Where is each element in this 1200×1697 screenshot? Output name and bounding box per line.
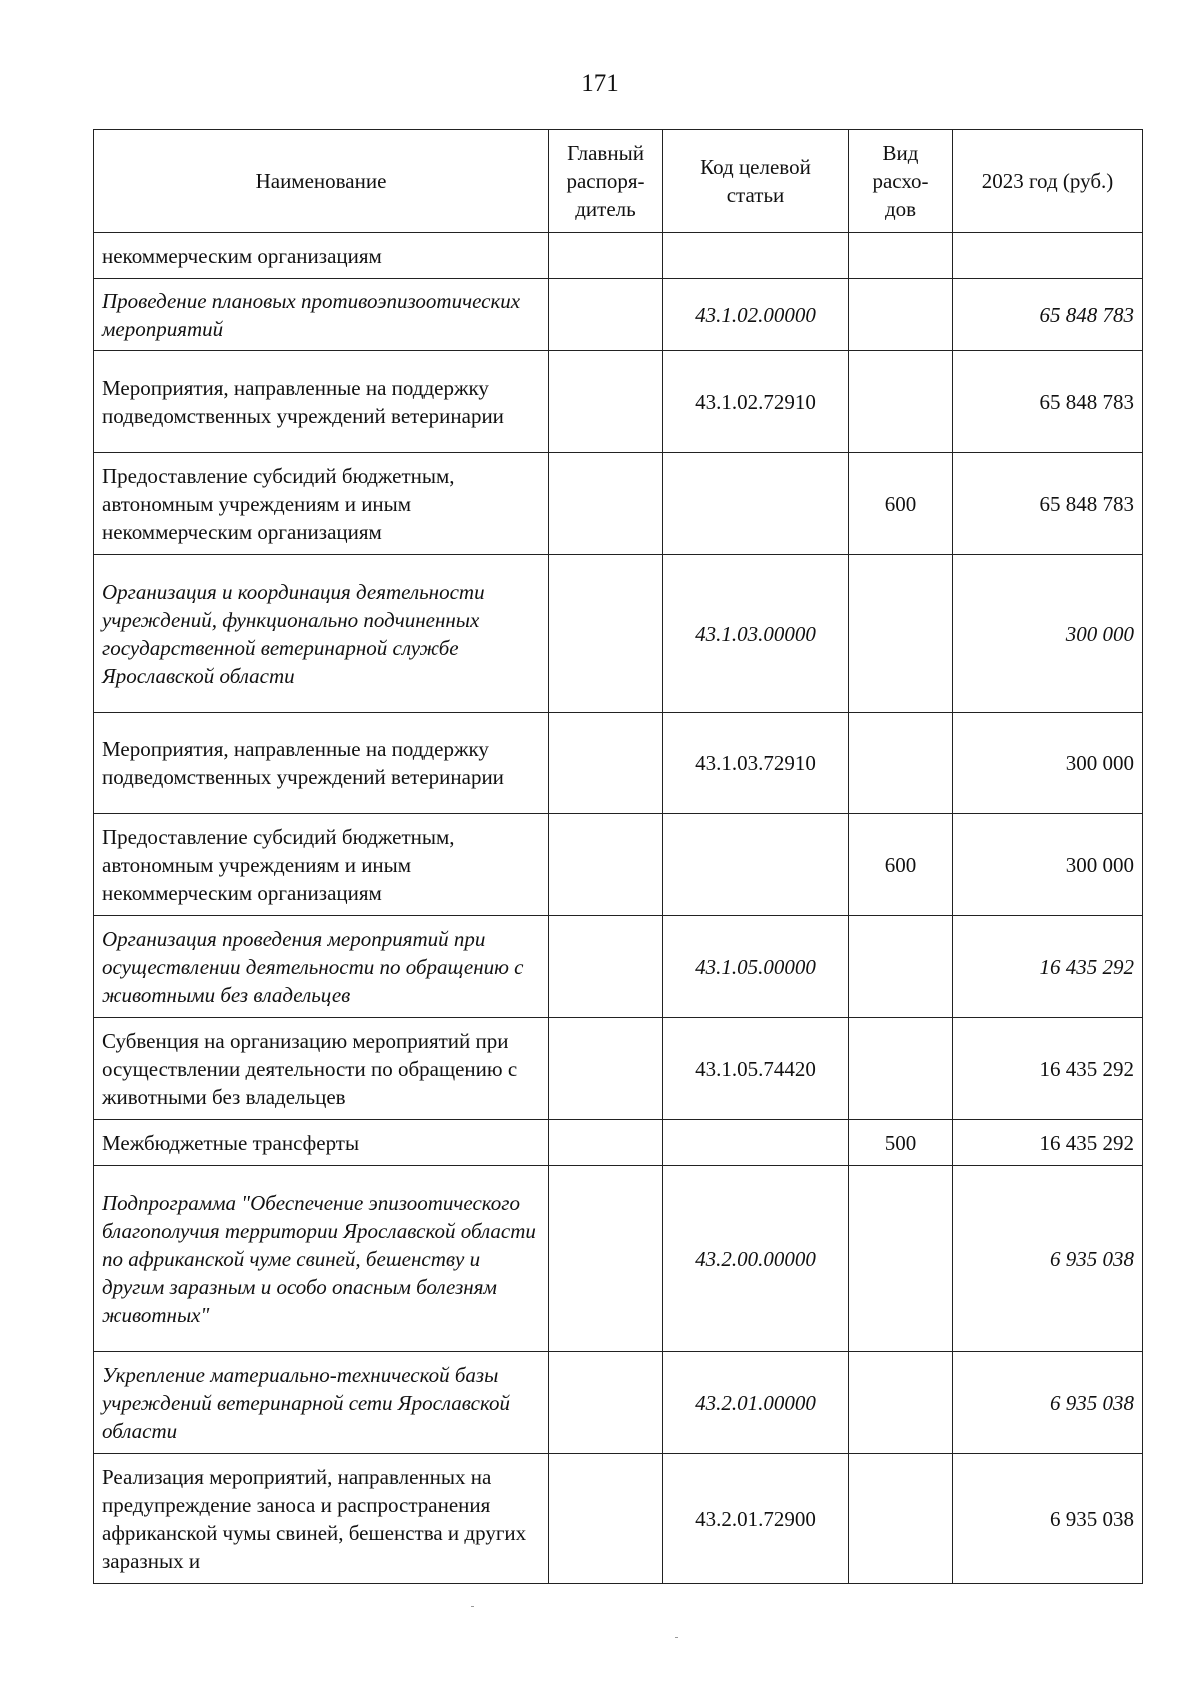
cell-main-manager <box>549 279 663 351</box>
cell-name: Межбюджетные трансферты <box>94 1120 549 1166</box>
page-number: 171 <box>581 70 619 97</box>
cell-target-code: 43.1.05.74420 <box>663 1018 849 1120</box>
cell-name: Подпрограмма "Обеспечение эпизоотического благополучия территории Ярославской области по африканской чуме свиней, бешенству и другим заразным и особо опасным болезням животных" <box>94 1166 549 1352</box>
cell-name: Мероприятия, направленные на поддержку подведомственных учреждений ветеринарии <box>94 713 549 814</box>
cell-main-manager <box>549 1352 663 1454</box>
cell-expense-type <box>849 555 953 713</box>
table-row <box>94 453 1143 555</box>
cell-expense-type <box>849 1454 953 1584</box>
table-row <box>94 1018 1143 1120</box>
cell-main-manager <box>549 814 663 916</box>
cell-amount: 16 435 292 <box>953 1120 1143 1166</box>
cell-expense-type <box>849 1166 953 1352</box>
cell-amount: 16 435 292 <box>953 1018 1143 1120</box>
cell-main-manager <box>549 1166 663 1352</box>
cell-name: Организация проведения мероприятий при осуществлении деятельности по обращению с животными без владельцев <box>94 916 549 1018</box>
budget-table <box>93 129 1143 1584</box>
table-row <box>94 713 1143 814</box>
cell-amount: 6 935 038 <box>953 1454 1143 1584</box>
cell-name: некоммерческим организациям <box>94 233 549 279</box>
header-target-code: Код целевой статьи <box>663 130 849 233</box>
header-expense-type: Вид расхо- дов <box>849 130 953 233</box>
cell-amount: 300 000 <box>953 814 1143 916</box>
cell-name: Реализация мероприятий, направленных на предупреждение заноса и распространения африканской чумы свиней, бешенства и других заразных и <box>94 1454 549 1584</box>
cell-target-code: 43.1.05.00000 <box>663 916 849 1018</box>
table-row <box>94 279 1143 351</box>
cell-amount: 300 000 <box>953 555 1143 713</box>
table-row <box>94 555 1143 713</box>
cell-amount: 300 000 <box>953 713 1143 814</box>
cell-expense-type: 600 <box>849 453 953 555</box>
cell-amount: 65 848 783 <box>953 453 1143 555</box>
cell-expense-type <box>849 916 953 1018</box>
table-row <box>94 233 1143 279</box>
cell-main-manager <box>549 916 663 1018</box>
table-row <box>94 916 1143 1018</box>
cell-expense-type <box>849 351 953 453</box>
cell-name: Укрепление материально-технической базы учреждений ветеринарной сети Ярославской области <box>94 1352 549 1454</box>
cell-expense-type: 600 <box>849 814 953 916</box>
cell-target-code: 43.1.02.72910 <box>663 351 849 453</box>
cell-main-manager <box>549 1018 663 1120</box>
cell-expense-type <box>849 1352 953 1454</box>
cell-target-code: 43.1.03.72910 <box>663 713 849 814</box>
cell-main-manager <box>549 233 663 279</box>
cell-name: Субвенция на организацию мероприятий при осуществлении деятельности по обращению с животными без владельцев <box>94 1018 549 1120</box>
cell-target-code <box>663 814 849 916</box>
table-body <box>94 233 1143 1584</box>
cell-amount: 6 935 038 <box>953 1352 1143 1454</box>
table-row <box>94 1166 1143 1352</box>
cell-amount <box>953 233 1143 279</box>
cell-expense-type <box>849 233 953 279</box>
cell-amount: 65 848 783 <box>953 279 1143 351</box>
table-header-row <box>94 130 1143 233</box>
cell-target-code <box>663 233 849 279</box>
header-main-manager: Главный распоря- дитель <box>549 130 663 233</box>
cell-target-code <box>663 453 849 555</box>
cell-target-code: 43.2.00.00000 <box>663 1166 849 1352</box>
cell-name: Мероприятия, направленные на поддержку подведомственных учреждений ветеринарии <box>94 351 549 453</box>
table-row <box>94 1454 1143 1584</box>
table-row <box>94 1352 1143 1454</box>
cell-main-manager <box>549 713 663 814</box>
header-year-amount: 2023 год (руб.) <box>953 130 1143 233</box>
cell-expense-type <box>849 279 953 351</box>
cell-expense-type <box>849 1018 953 1120</box>
cell-name: Проведение плановых противоэпизоотических мероприятий <box>94 279 549 351</box>
cell-main-manager <box>549 1120 663 1166</box>
cell-main-manager <box>549 351 663 453</box>
scan-speck <box>471 1606 474 1607</box>
cell-name: Предоставление субсидий бюджетным, автономным учреждениям и иным некоммерческим организациям <box>94 453 549 555</box>
cell-amount: 65 848 783 <box>953 351 1143 453</box>
cell-expense-type: 500 <box>849 1120 953 1166</box>
cell-main-manager <box>549 1454 663 1584</box>
cell-name: Организация и координация деятельности учреждений, функционально подчиненных государственной ветеринарной службе Ярославской области <box>94 555 549 713</box>
table-row <box>94 1120 1143 1166</box>
cell-target-code: 43.2.01.00000 <box>663 1352 849 1454</box>
cell-main-manager <box>549 555 663 713</box>
header-name: Наименование <box>94 130 549 233</box>
cell-target-code: 43.1.02.00000 <box>663 279 849 351</box>
table-row <box>94 351 1143 453</box>
cell-name: Предоставление субсидий бюджетным, автономным учреждениям и иным некоммерческим организациям <box>94 814 549 916</box>
cell-expense-type <box>849 713 953 814</box>
cell-amount: 6 935 038 <box>953 1166 1143 1352</box>
scan-speck <box>675 1637 678 1638</box>
cell-main-manager <box>549 453 663 555</box>
cell-target-code <box>663 1120 849 1166</box>
cell-target-code: 43.2.01.72900 <box>663 1454 849 1584</box>
cell-amount: 16 435 292 <box>953 916 1143 1018</box>
cell-target-code: 43.1.03.00000 <box>663 555 849 713</box>
table-row <box>94 814 1143 916</box>
